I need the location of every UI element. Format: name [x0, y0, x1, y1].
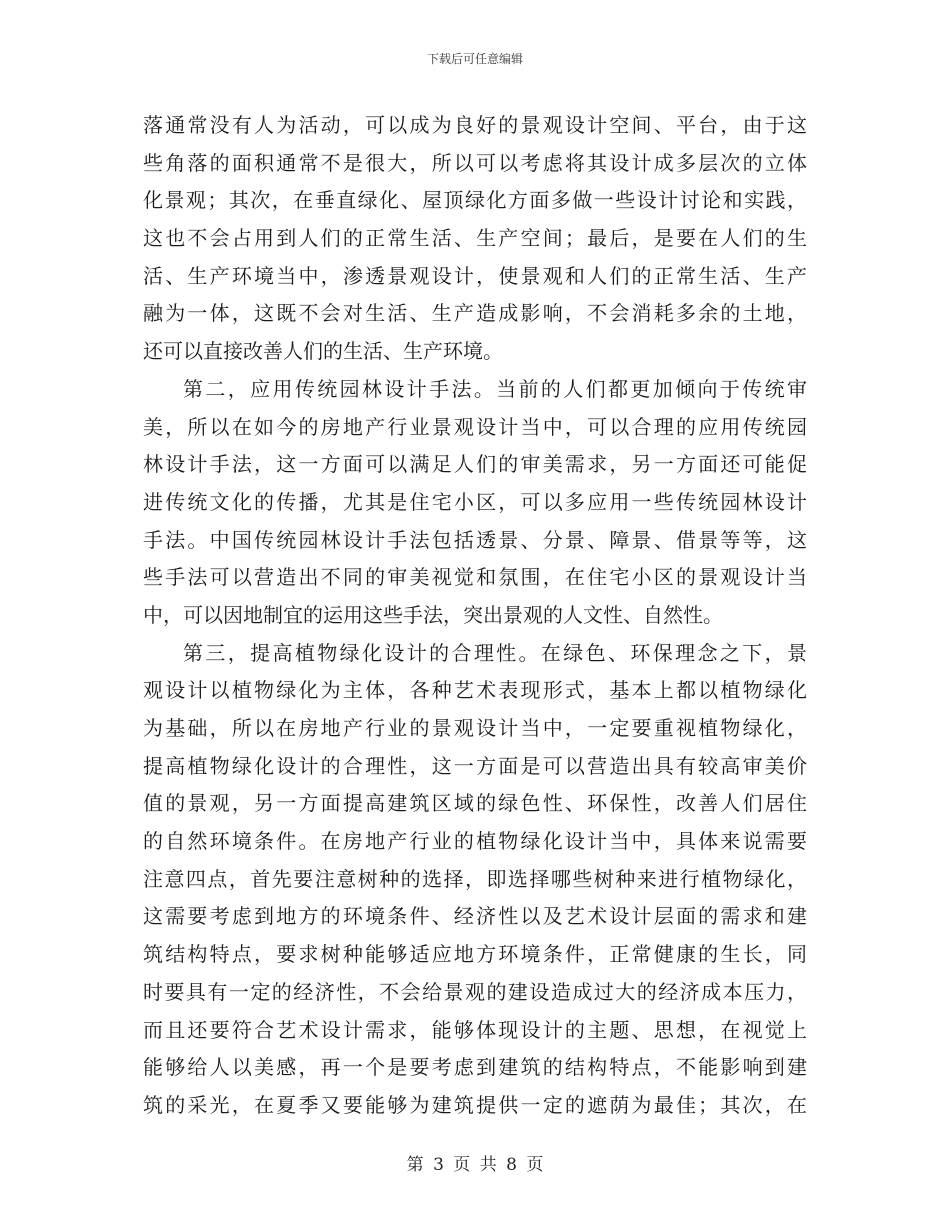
text-line: 中，可以因地制宜的运用这些手法，突出景观的人文性、自然性。 [143, 602, 723, 627]
text-line: 进传统文化的传播，尤其是住宅小区，可以多应用一些传统园林设计 [143, 489, 807, 514]
text-line: 的自然环境条件。在房地产行业的植物绿化设计当中，具体来说需要 [143, 829, 807, 854]
text-line: 能够给人以美感，再一个是要考虑到建筑的结构特点，不能影响到建 [143, 1055, 807, 1080]
text-line: 提高植物绿化设计的合理性，这一方面是可以营造出具有较高审美价 [143, 753, 807, 778]
text-line: 些角落的面积通常不是很大，所以可以考虑将其设计成多层次的立体 [143, 150, 807, 175]
text-line: 筑结构特点，要求树种能够适应地方环境条件，正常健康的生长，同 [143, 942, 807, 967]
text-line: 林设计手法，这一方面可以满足人们的审美需求，另一方面还可能促 [143, 452, 807, 477]
text-line: 注意四点，首先要注意树种的选择，即选择哪些树种来进行植物绿化， [143, 866, 807, 891]
text-line: 活、生产环境当中，渗透景观设计，使景观和人们的正常生活、生产 [143, 263, 807, 288]
text-line: 筑的采光，在夏季又要能够为建筑提供一定的遮荫为最佳；其次，在 [143, 1092, 807, 1117]
page-number-footer: 第 3 页 共 8 页 [406, 1155, 544, 1175]
text-line: 融为一体，这既不会对生活、生产造成影响，不会消耗多余的土地， [143, 301, 807, 326]
text-line: 这也不会占用到人们的正常生活、生产空间；最后，是要在人们的生 [143, 226, 807, 251]
text-line: 时要具有一定的经济性，不会给景观的建设造成过大的经济成本压力， [143, 979, 807, 1004]
text-line: 这需要考虑到地方的环境条件、经济性以及艺术设计层面的需求和建 [143, 904, 807, 929]
text-line: 第二，应用传统园林设计手法。当前的人们都更加倾向于传统审 [183, 376, 807, 401]
text-line: 些手法可以营造出不同的审美视觉和氛围，在住宅小区的景观设计当 [143, 565, 807, 590]
text-line: 为基础，所以在房地产行业的景观设计当中，一定要重视植物绿化， [143, 716, 807, 740]
text-line: 值的景观，另一方面提高建筑区域的绿色性、环保性，改善人们居住 [143, 791, 807, 816]
text-line: 美，所以在如今的房地产行业景观设计当中，可以合理的应用传统园 [143, 414, 807, 439]
text-line: 落通常没有人为活动，可以成为良好的景观设计空间、平台，由于这 [143, 113, 807, 137]
document-body [143, 107, 807, 1125]
text-line: 手法。中国传统园林设计手法包括透景、分景、障景、借景等等，这 [143, 527, 807, 552]
text-line: 还可以直接改善人们的生活、生产环境。 [143, 339, 503, 364]
page-header-note: 下载后可任意编辑 [426, 52, 523, 66]
text-line: 第三，提高植物绿化设计的合理性。在绿色、环保理念之下，景 [183, 640, 807, 665]
text-line: 而且还要符合艺术设计需求，能够体现设计的主题、思想，在视觉上 [143, 1017, 807, 1042]
text-line: 化景观；其次，在垂直绿化、屋顶绿化方面多做一些设计讨论和实践， [143, 188, 807, 213]
text-line: 观设计以植物绿化为主体，各种艺术表现形式，基本上都以植物绿化 [143, 678, 807, 703]
